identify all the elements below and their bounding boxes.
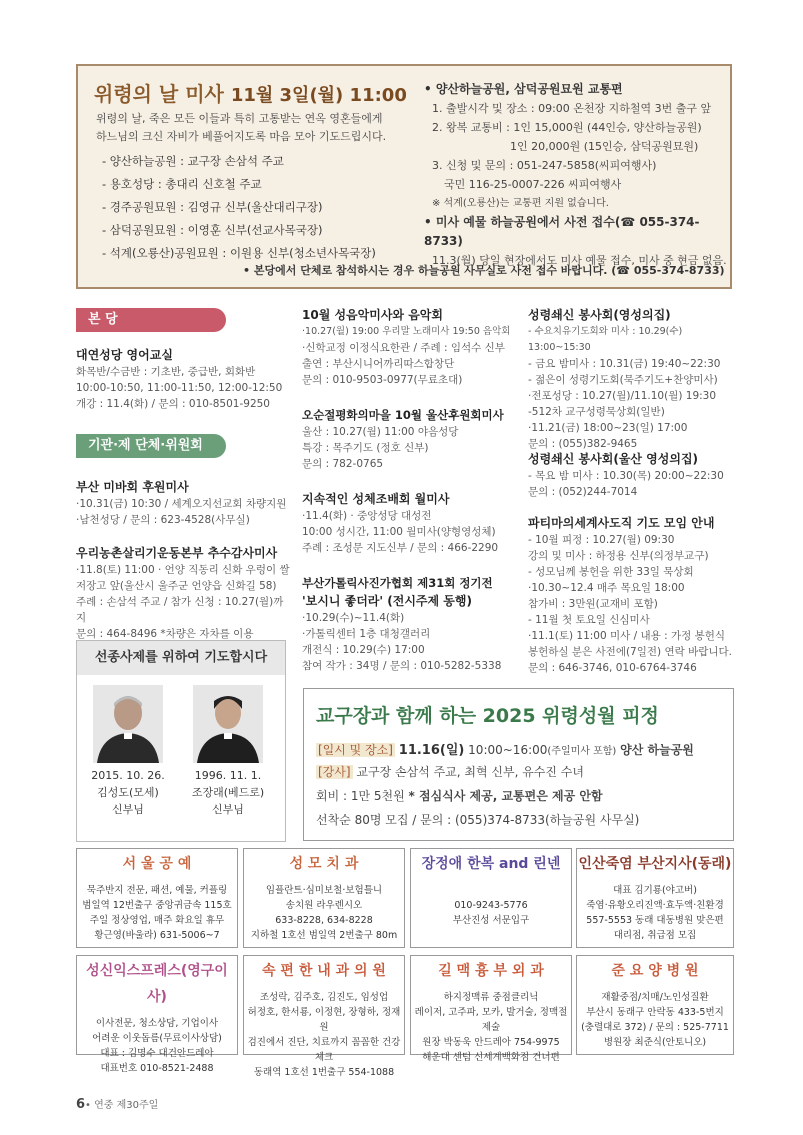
retreat-fee [316, 787, 603, 804]
transport-line: 2. 왕복 교통비 : 1인 15,000원 (44인승, 양산하늘공원) [432, 121, 702, 134]
notice-daeyeon [76, 346, 291, 412]
retreat-time: 10:00~16:00 [468, 743, 548, 757]
notice-line: 화목반/수금반 : 기초반, 중급반, 회화반 [76, 366, 256, 378]
list-item: - 양산하늘공원 : 교구장 손삼석 주교 [102, 154, 284, 168]
lecturer-names: 교구장 손삼석 주교, 최혁 신부, 유수진 수녀 [356, 765, 584, 779]
notice-line: - 11월 첫 토요일 신심미사 [528, 614, 650, 626]
caption-title: 신부님 [212, 803, 244, 816]
notice-sacred-music [302, 306, 517, 388]
ad-title: 성 모 치 과 [289, 856, 359, 872]
ad-line: 주일 정상영업, 매주 화요일 휴무 [89, 915, 225, 926]
notice-title: 부산 미바회 후원미사 [76, 480, 189, 494]
notice-line: 주례 : 손삼석 주교 / 참가 신청 : 10.27(월)까지 [76, 596, 284, 624]
ad-line: 재활중점/치매/노인성질환 [601, 992, 709, 1003]
mass-title-text: 위령의 날 미사 [94, 82, 224, 106]
ad-body [577, 990, 733, 1050]
notice-line: 봉헌하실 분은 사전에(7일전) 연락 바랍니다. [528, 646, 732, 658]
notice-line: 문의 : 646-3746, 010-6764-3746 [528, 662, 697, 674]
retreat-title: 교구장과 함께 하는 2025 위령성월 피정 [316, 705, 659, 727]
notice-line: 개강 : 11.4(화) / 문의 : 010-8501-9250 [76, 398, 270, 410]
transport-line: 3. 신청 및 문의 : 051-247-5858(씨피여행사) [432, 159, 657, 172]
mass-date: 11월 3일(월) 11:00 [230, 85, 407, 106]
notice-line: 10:00 성시간, 11:00 월미사(양형영성체) [302, 526, 496, 538]
transport-line: 1인 20,000원 (15인승, 삼덕공원묘원) [510, 140, 699, 153]
ad-box [410, 848, 572, 948]
notice-line: ·10.27(월) 19:00 우리말 노래미사 19:50 음악회 [302, 326, 511, 337]
retreat-recruit: 선착순 80명 모집 / 문의 : (055)374-8733(하늘공원 사무실) [316, 813, 640, 827]
notice-line: ·10.30~12.4 매주 목요일 18:00 [528, 582, 685, 594]
ad-box [76, 848, 238, 948]
notice-line: 문의 : 464-8496 *차량은 자차를 이용 [76, 628, 254, 640]
notice-title: 오순절평화의마을 10월 울산후원회미사 [302, 408, 504, 422]
notice-line: ·10.31(금) 10:30 / 세계오지선교회 차량지원 [76, 498, 287, 510]
ad-line: 검진에서 진단, 치료까지 꼼꼼한 건강체크 [247, 1037, 401, 1063]
transport-line: 1. 출발시각 및 장소 : 09:00 온천장 지하철역 3번 출구 앞 [432, 102, 712, 115]
priest-caption-1 [80, 767, 176, 818]
list-item: - 용호성당 : 총대리 신호철 주교 [102, 177, 262, 191]
caption-date: 2015. 10. 26. [91, 769, 165, 782]
notice-line: 강의 및 미사 : 하정용 신부(의정부교구) [528, 550, 709, 562]
ad-line: 황근영(바울라) 631-5006~7 [94, 930, 220, 941]
notice-line: ·11.21(금) 18:00~23(일) 17:00 [528, 422, 688, 434]
notice-line: 출연 : 부산시니어까리따스합창단 [302, 358, 455, 370]
notice-line: 문의 : 010-9503-0977(무료초대) [302, 374, 463, 386]
list-item: - 삼덕공원묘원 : 이영훈 신부(선교사목국장) [102, 223, 323, 237]
notice-line: -512차 교구성령묵상회(일반) [528, 406, 665, 418]
ad-line: 허정호, 한서룡, 이정현, 장형하, 정재원 [247, 1007, 401, 1033]
ad-box [576, 955, 734, 1055]
notice-line: - 금요 밤미사 : 10.31(금) 19:40~22:30 [528, 358, 721, 370]
notice-pentecost [302, 406, 527, 472]
offering-heading: • 미사 예물 하늘공원에서 사전 접수(☎ 055-374-8733) [424, 215, 700, 248]
ad-line: 지하철 1호선 범일역 2번출구 80m [250, 930, 398, 941]
ad-title: 서 울 공 예 [122, 856, 192, 872]
ad-body [244, 990, 404, 1080]
ad-line: 범일역 12번출구 중앙귀금속 115호 [82, 900, 232, 911]
ad-line: 대표 김기룡(야고버) [613, 885, 697, 896]
ad-line: 어려운 이웃돕름(무료이사상담) [92, 1033, 222, 1044]
notice-title: 성령쇄신 봉사회(울산 영성의집) [528, 452, 699, 466]
notice-charismatic-ulsan [528, 450, 738, 500]
ad-title: 성신익스프레스(영구이사) [86, 963, 228, 1005]
caption-name: 김성도(모세) [97, 786, 159, 799]
ad-line: 원장 박동욱 안드레아 754-9975 [422, 1037, 560, 1048]
notice-line: 문의 : 782-0765 [302, 458, 384, 470]
retreat-event-box [303, 688, 734, 841]
notice-line: - 젊은이 성령기도회(묵주기도+찬양미사) [528, 374, 718, 386]
ad-line [411, 883, 571, 898]
mass-notice-box [76, 64, 732, 289]
ad-body [411, 883, 571, 928]
footer-text: • 연중 제30주일 [85, 1100, 159, 1111]
notice-line: 문의 : (052)244-7014 [528, 486, 638, 498]
memorial-title: 선종사제를 위하여 기도합시다 [77, 641, 285, 675]
ad-line: 죽염·유황오리진액·효두액·친환경 [586, 900, 724, 911]
notice-title: 대연성당 영어교실 [76, 348, 173, 362]
ad-line: 대표번호 010-8521-2488 [100, 1063, 214, 1074]
ad-line: 송치원 라우렌시오 [285, 900, 363, 911]
priest-caption-2 [180, 767, 276, 818]
notice-line: - 목요 밤 미사 : 10.30(목) 20:00~22:30 [528, 470, 724, 482]
notice-adoration [302, 490, 517, 556]
priest-portrait-icon [193, 685, 263, 763]
group-notice: • 본당에서 단체로 참석하시는 경우 하늘공원 사무실로 사전 접수 바랍니다. (☎ 055-374-8733) [243, 264, 725, 277]
ad-line: 633-8228, 634-8228 [275, 915, 373, 926]
ad-line: 부산시 동래구 안락동 433-5번지 [586, 1007, 724, 1018]
notice-line: - 수요치유기도회와 미사 : 10.29(수) 13:00~15:30 [528, 326, 683, 353]
ad-line: 대표 : 김명수 대건안드레아 [100, 1048, 214, 1059]
priest-photo-1 [93, 685, 163, 763]
mass-title [94, 78, 407, 107]
ad-box [576, 848, 734, 948]
notice-title: 성령쇄신 봉사회(영성의집) [528, 308, 671, 322]
list-item: - 경주공원묘원 : 김영규 신부(울산대리구장) [102, 200, 323, 214]
notice-title: 10월 성음악미사와 음악회 [302, 308, 443, 322]
ad-body [77, 1016, 237, 1076]
ad-title: 인산죽염 부산지사(동래) [578, 856, 732, 872]
notice-line: 개전식 : 10.29(수) 17:00 [302, 644, 425, 656]
ad-line: 레이저, 고주파, 모카, 발거술, 정맥절제술 [414, 1007, 568, 1033]
ad-line: 이사전문, 청소상담, 기업이사 [95, 1018, 219, 1029]
ad-title: 장정애 한복 and 린넨 [421, 856, 561, 872]
page-footer [76, 1096, 158, 1112]
ad-line: 557-5553 동래 대동병원 맞은편 [586, 915, 724, 926]
notice-line: ·신학교정 이정식요한관 / 주례 : 임석수 신부 [302, 342, 505, 354]
retreat-datetime [316, 739, 694, 758]
notice-line: - 10월 피정 : 10.27(월) 09:30 [528, 534, 675, 546]
tag-label: [강사] [318, 765, 351, 779]
ad-box [243, 848, 405, 948]
fee-text: 회비 : 1만 5천원 [316, 789, 405, 803]
notice-line: ·11.4(화) · 중앙성당 대성전 [302, 510, 432, 522]
ad-box [243, 955, 405, 1078]
ad-line: 부산진성 서문입구 [452, 915, 530, 926]
notice-line: 참여 작가 : 34명 / 문의 : 010-5282-5338 [302, 660, 502, 672]
notice-photo-exhibition [302, 574, 522, 674]
notice-title: 지속적인 성체조배회 월미사 [302, 492, 450, 506]
ad-line: 임플란트·심미보철·보험틀니 [265, 885, 383, 896]
section-header-organizations: 기관·제 단체·위원회 [76, 434, 226, 458]
ad-line: 대리점, 취급점 모집 [613, 930, 697, 941]
transport-info [424, 80, 729, 270]
ad-body [77, 883, 237, 943]
retreat-lecturer [316, 763, 584, 780]
caption-title: 신부님 [112, 803, 144, 816]
mass-location-list [102, 150, 432, 265]
notice-line: 특강 : 목주기도 (정호 신부) [302, 442, 429, 454]
notice-line: 참가비 : 3만원(교재비 포함) [528, 598, 658, 610]
notice-fatima [528, 514, 738, 676]
notice-line: 문의 : (055)382-9465 [528, 438, 638, 450]
offering-line: 11.3(월) 당일 현장에서도 미사 예물 접수, 미사 중 현금 없음. [432, 254, 727, 267]
ad-title: 속 편 한 내 과 의 원 [262, 963, 386, 979]
caption-date: 1996. 11. 1. [194, 769, 262, 782]
ad-title: 길 맥 흉 부 외 과 [438, 963, 544, 979]
transport-heading: • 양산하늘공원, 삼덕공원묘원 교통편 [424, 82, 623, 96]
notice-line: ·전포성당 : 10.27(월)/11.10(월) 19:30 [528, 390, 717, 402]
notice-line: 저장고 앞(울산시 울주군 언양읍 신화길 58) [76, 580, 277, 592]
transport-line: 국민 116-25-0007-226 씨피여행사 [444, 178, 622, 191]
notice-line: - 성모님께 봉헌을 위한 33일 묵상회 [528, 566, 694, 578]
notice-title: 부산가톨릭사진가협회 제31회 정기전 [302, 576, 493, 590]
notice-line: 주례 : 조성문 지도신부 / 문의 : 466-2290 [302, 542, 499, 554]
transport-note: ※ 석계(오룡산)는 교통편 지원 없습니다. [432, 198, 609, 209]
ad-body [577, 883, 733, 943]
notice-subtitle: '보시니 좋더라' (전시주제 동행) [302, 594, 472, 608]
notice-title: 파티마의세계사도직 기도 모임 안내 [528, 516, 715, 530]
list-item: - 석계(오룡산)공원묘원 : 이원용 신부(청소년사목국장) [102, 246, 376, 260]
notice-charismatic [528, 306, 738, 452]
notice-line: ·11.8(토) 11:00 · 언양 직동리 신화 우렁이 쌀 [76, 564, 290, 576]
ad-body [244, 883, 404, 943]
ad-title: 준 요 양 병 원 [611, 963, 699, 979]
retreat-time-note: (주일미사 포함) [547, 746, 617, 757]
page-number: 6 [76, 1097, 86, 1112]
notice-title: 우리농촌살리기운동본부 추수감사미사 [76, 546, 278, 560]
notice-harvest [76, 544, 291, 642]
ad-line: (충렬대로 372) / 문의 : 525-7711 [581, 1022, 729, 1033]
intro-line: 하느님의 크신 자비가 베풀어지도록 마음 모아 기도드립시다. [96, 130, 387, 143]
notice-mibahoe [76, 478, 291, 528]
caption-name: 조장래(베드로) [191, 786, 265, 799]
notice-line: ·남천성당 / 문의 : 623-4528(사무실) [76, 514, 250, 526]
tag-label: [일시 및 장소] [318, 743, 393, 757]
notice-line: 10:00-10:50, 11:00-11:50, 12:00-12:50 [76, 382, 283, 394]
ad-box [76, 955, 238, 1074]
ad-line: 동래역 1호선 1번출구 554-1088 [253, 1067, 395, 1078]
priest-photo-2 [193, 685, 263, 763]
retreat-place: 양산 하늘공원 [620, 743, 694, 757]
fee-note: * 점심식사 제공, 교통편은 제공 안함 [408, 789, 603, 803]
ad-body [411, 990, 571, 1065]
memorial-box [76, 640, 286, 842]
mass-intro [96, 110, 416, 146]
ad-line: 조성락, 김주호, 김진도, 임성업 [259, 992, 389, 1003]
ad-line: 하지정맥류 중점클리닉 [443, 992, 539, 1003]
ad-line: 해운대 센텀 신세계백화점 건너편 [422, 1052, 560, 1063]
ad-line: 묵주반지 전문, 패션, 예물, 커플링 [86, 885, 228, 896]
ad-line: 병원장 최준식(안토니오) [603, 1037, 707, 1048]
retreat-date: 11.16(일) [398, 743, 465, 758]
section-header-bondang: 본 당 [76, 308, 226, 332]
notice-line: ·10.29(수)~11.4(화) [302, 612, 405, 624]
notice-line: ·11.1(토) 11:00 미사 / 내용 : 가정 봉헌식 [528, 630, 726, 642]
ad-line: 010-9243-5776 [454, 900, 528, 911]
priest-portrait-icon [93, 685, 163, 763]
ad-box [410, 955, 572, 1063]
notice-line: 울산 : 10.27(월) 11:00 야음성당 [302, 426, 459, 438]
intro-line: 위령의 날, 죽은 모든 이들과 특히 고통받는 연옥 영혼들에게 [96, 112, 383, 125]
notice-line: ·가톨릭센터 1층 대청갤러리 [302, 628, 431, 640]
